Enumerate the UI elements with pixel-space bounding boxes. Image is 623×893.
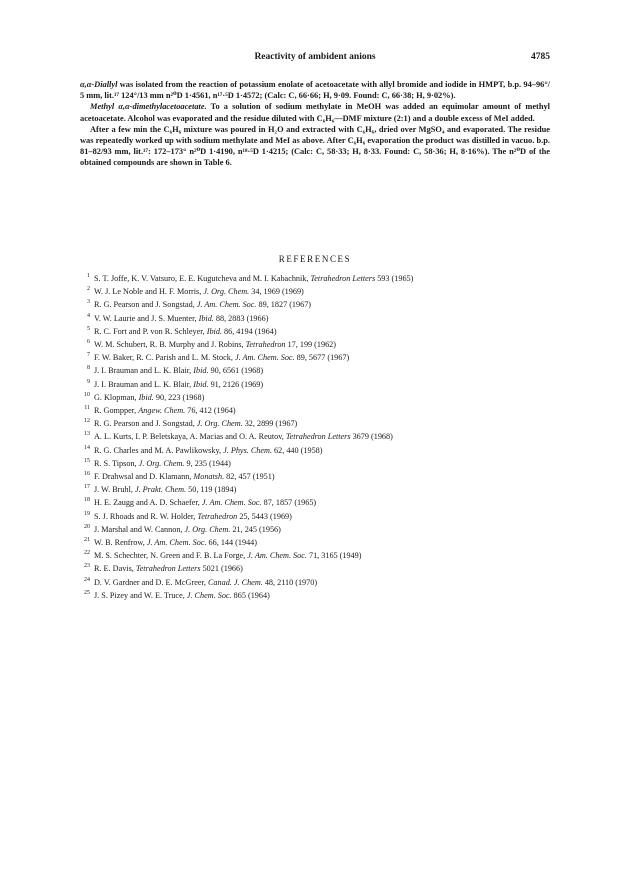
journal-name: J. Am. Chem. Soc. (234, 353, 295, 363)
paragraph-dimethylacetoacetate (80, 101, 550, 123)
journal-name: J. Am. Chem. Soc. (146, 538, 207, 548)
reference-text: R. G. Pearson and J. Songstad, J. Org. Chem. 32, 2899 (1967) (94, 419, 298, 429)
reference-item (80, 523, 550, 536)
references-heading: REFERENCES (278, 254, 352, 264)
reference-item (80, 285, 550, 298)
reference-text: F. Drahwsal and D. Klamann, Monatsh. 82, 457 (1951) (94, 472, 275, 482)
journal-name: Monatsh. (193, 472, 225, 482)
reference-item (80, 298, 550, 311)
journal-name: Canad. J. Chem. (207, 577, 263, 587)
journal-name: J. Chem. Soc. (186, 590, 232, 600)
reference-text: R. G. Pearson and J. Songstad, J. Am. Chem. Soc. 89, 1827 (1967) (94, 300, 312, 310)
reference-item (80, 417, 550, 430)
reference-number: 10 (84, 391, 90, 398)
reference-item (80, 391, 550, 404)
journal-name: Tetrahedron (245, 340, 286, 350)
paragraph-text: To a solution of sodium methylate in MeOH was added an equimolar amount of methyl acetoacetate. Alcohol was evaporated and the residue diluted with C₆H₆—DMF mixture (2:1) and a double excess of MeI added. (80, 102, 551, 123)
reference-number: 8 (87, 365, 90, 372)
paragraph-diallyl (80, 79, 550, 101)
journal-name: Ibid. (138, 392, 154, 402)
reference-number: 1 (87, 273, 90, 279)
reference-item (80, 562, 550, 575)
journal-name: Ibid. (193, 379, 209, 389)
reference-number: 6 (87, 339, 90, 346)
references-list (80, 272, 550, 602)
reference-item (80, 549, 550, 562)
reference-item (80, 444, 550, 457)
reference-number: 15 (84, 457, 90, 464)
reference-item (80, 351, 550, 364)
reference-text: S. J. Rhoads and R. W. Holder, Tetrahedron 25, 5443 (1969) (94, 511, 292, 521)
reference-text: R. Gompper, Angew. Chem. 76, 412 (1964) (94, 406, 236, 416)
journal-name: J. Am. Chem. Soc. (247, 551, 307, 561)
reference-number: 19 (84, 510, 90, 517)
reference-number: 13 (84, 431, 90, 438)
reference-number: 9 (87, 378, 90, 385)
reference-text: G. Klopman, Ibid. 90, 223 (1968) (94, 392, 205, 402)
reference-text: W. J. Le Noble and H. F. Morris, J. Org. Chem. 34, 1969 (1969) (94, 287, 304, 297)
reference-text: R. E. Davis, Tetrahedron Letters 5021 (1966) (94, 564, 243, 574)
reference-text: J. I. Brauman and L. K. Blair, Ibid. 90, 6561 (1968) (94, 366, 264, 376)
reference-number: 11 (84, 405, 90, 412)
reference-text: J. Marshal and W. Cannon, J. Org. Chem. 21, 245 (1956) (94, 524, 281, 534)
reference-number: 2 (87, 286, 90, 293)
reference-item (80, 272, 550, 285)
journal-name: Tetrahedron Letters (285, 432, 351, 442)
reference-text: V. W. Laurie and J. S. Muenter, Ibid. 88, 2883 (1966) (94, 313, 269, 323)
reference-number: 21 (84, 537, 90, 544)
journal-name: J. Org. Chem. (196, 419, 243, 429)
reference-item (80, 378, 550, 391)
running-head (80, 52, 550, 66)
reference-item (80, 312, 550, 325)
reference-number: 24 (84, 576, 90, 583)
reference-text: M. S. Schechter, N. Green and F. B. La Forge, J. Am. Chem. Soc. 71, 3165 (1949) (94, 551, 362, 561)
journal-name: J. Prakt. Chem. (134, 485, 187, 495)
journal-name: J. Org. Chem. (203, 287, 250, 297)
reference-number: 3 (87, 299, 90, 306)
journal-name: J. Am. Chem. Soc. (196, 300, 257, 310)
reference-number: 17 (84, 484, 90, 491)
reference-text: W. M. Schubert, R. B. Murphy and J. Robins, Tetrahedron 17, 199 (1962) (94, 340, 336, 350)
reference-item (80, 338, 550, 351)
experimental-text (80, 79, 550, 169)
reference-text: W. B. Renfrow, J. Am. Chem. Soc. 66, 144 (1944) (94, 538, 257, 548)
running-title: Reactivity of ambident anions (254, 52, 376, 62)
reference-number: 18 (84, 497, 90, 504)
journal-name: Angew. Chem. (138, 406, 186, 416)
reference-number: 7 (87, 352, 90, 359)
reference-item (80, 404, 550, 417)
reference-number: 14 (84, 444, 90, 451)
reference-text: J. S. Pizey and W. E. Truce, J. Chem. Soc. 865 (1964) (94, 590, 270, 600)
reference-item (80, 496, 550, 509)
compound-name: α,α-Diallyl (80, 80, 118, 89)
reference-item (80, 589, 550, 602)
reference-item (80, 483, 550, 496)
journal-name: Tetrahedron Letters (135, 564, 201, 574)
journal-name: J. Org. Chem. (184, 524, 231, 534)
reference-item (80, 510, 550, 523)
reference-item (80, 457, 550, 470)
reference-text: R. S. Tipson, J. Org. Chem. 9, 235 (1944) (94, 458, 231, 468)
reference-text: J. I. Brauman and L. K. Blair, Ibid. 91, 2126 (1969) (94, 379, 264, 389)
reference-number: 20 (84, 523, 90, 530)
reference-number: 16 (84, 471, 90, 478)
paragraph-text: was isolated from the reaction of potassium enolate of acetoacetate with allyl bromide and iodide in HMPT, b.p. 94–96°/ 5 mm, lit.¹⁷ 124°/13 mm n²⁰D 1·4561, n¹⁷·⁵D 1·4572; (Calc: C, 66·66; H, 9·09. Found: C, 66·38; H, 9·02%). (80, 80, 550, 101)
reference-number: 25 (84, 589, 90, 596)
paragraph-text: After a few min the C₆H₆ mixture was poured in H₂O and extracted with C₆H₆, dried over MgSO₄ and evaporated. The residue was repeatedly worked up with sodium methylate and MeI as above. After C₆H₆ evaporation the product was distilled in vacuo. b.p. 81–82/93 mm, lit.¹⁷: 172–173° n²⁰D 1·4190, n¹⁸·⁵D 1·4215; (Calc: C, 58·33; H, 8·33. Found: C, 58·36; H, 8·16%). The n²⁰D of the obtained compounds are shown in Table 6. (80, 124, 550, 168)
journal-name: Tetrahedron (197, 511, 238, 521)
reference-text: A. L. Kurts, I. P. Beletskaya, A. Macias and O. A. Reutov, Tetrahedron Letters 3679 (1968) (94, 432, 393, 442)
journal-name: Ibid. (193, 366, 209, 376)
journal-name: J. Org. Chem. (138, 458, 185, 468)
reference-text: S. T. Joffe, K. V. Vatsuro, E. E. Kugutcheva and M. I. Kabachnik, Tetrahedron Letters 593 (1965) (94, 274, 414, 283)
reference-item (80, 364, 550, 377)
journal-name: Ibid. (198, 313, 214, 323)
reference-number: 4 (87, 312, 90, 319)
journal-name: J. Am. Chem. Soc. (201, 498, 262, 508)
reference-number: 22 (84, 550, 90, 557)
journal-name: Ibid. (206, 326, 222, 336)
reference-text: H. E. Zaugg and A. D. Schaefer, J. Am. Chem. Soc. 87, 1857 (1965) (94, 498, 317, 508)
journal-name: Tetrahedron Letters (310, 274, 376, 283)
paragraph-workup (80, 124, 550, 169)
journal-name: J. Phys. Chem. (223, 445, 272, 455)
reference-number: 23 (84, 563, 90, 570)
reference-text: R. C. Fort and P. von R. Schleyer, Ibid. 86, 4194 (1964) (94, 326, 277, 336)
reference-text: R. G. Charles and M. A. Pawlikowsky, J. Phys. Chem. 62, 440 (1958) (94, 445, 323, 455)
reference-item (80, 430, 550, 443)
reference-item (80, 536, 550, 549)
page-number: 4785 (531, 52, 550, 62)
reference-item (80, 325, 550, 338)
reference-number: 5 (87, 325, 90, 332)
reference-text: D. V. Gardner and D. E. McGreer, Canad. J. Chem. 48, 2110 (1970) (94, 577, 318, 587)
reference-text: F. W. Baker, R. C. Parish and L. M. Stock, J. Am. Chem. Soc. 89, 5677 (1967) (94, 353, 350, 363)
compound-name: Methyl α,α-dimethylacetoacetate. (90, 102, 207, 112)
reference-item (80, 576, 550, 589)
reference-number: 12 (84, 418, 90, 425)
reference-item (80, 470, 550, 483)
reference-text: J. W. Bruhl, J. Prakt. Chem. 50, 119 (1894) (94, 485, 237, 495)
